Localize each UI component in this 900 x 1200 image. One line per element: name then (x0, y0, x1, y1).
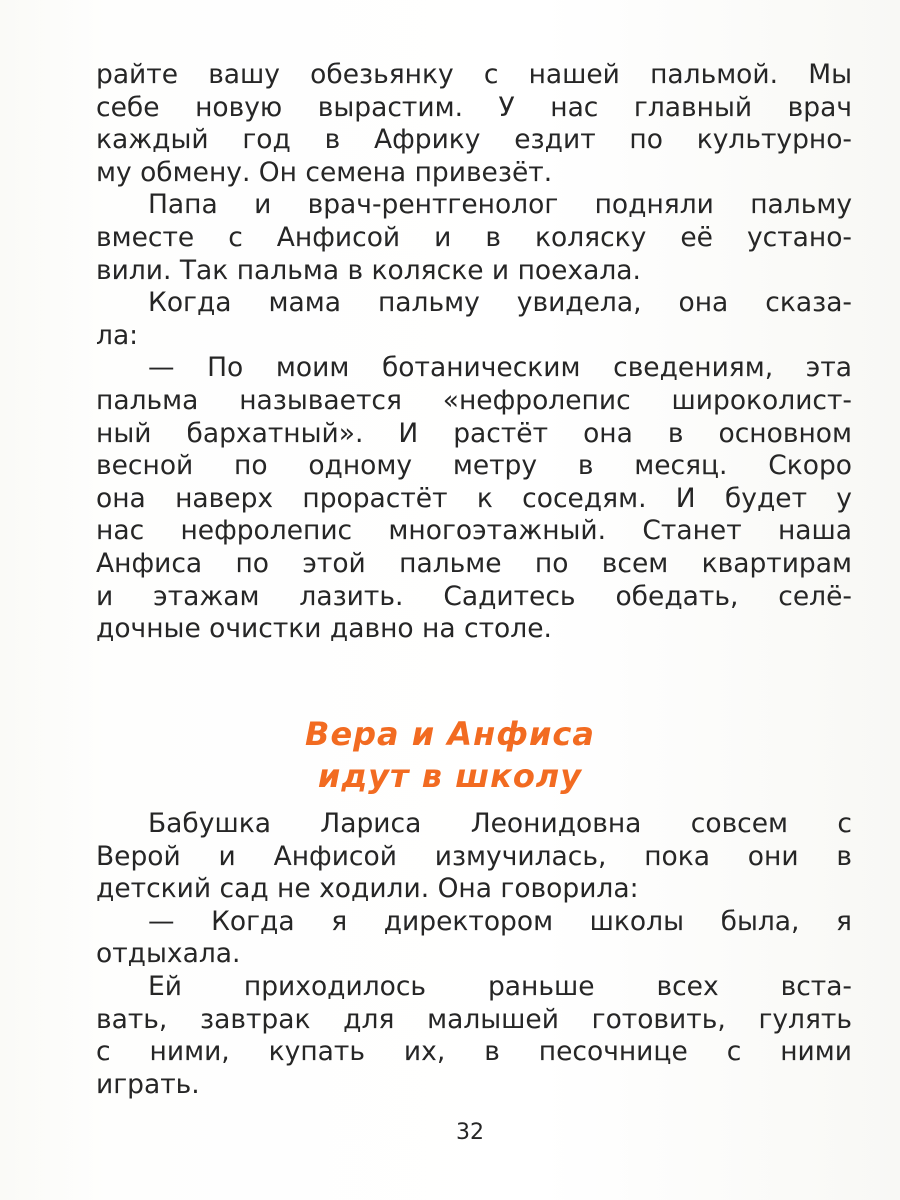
text-line: себе новую вырастим. У нас главный врач (96, 91, 852, 123)
text-line: Бабушка Лариса Леонидовна совсем с (148, 808, 852, 839)
text-line: Папа и врач-рентгенолог подняли пальму (148, 189, 852, 221)
text-line: детский сад не ходили. Она говорила: (96, 873, 639, 905)
text-line: ный бархатный». И растёт она в основном (96, 417, 852, 449)
text-line: нас нефролепис многоэтажный. Станет наша (96, 515, 852, 547)
text-line: и этажам лазить. Садитесь обедать, селё- (96, 580, 852, 612)
text-line: с ними, купать их, в песочнице с ними (96, 1036, 852, 1068)
text-line: каждый год в Африку ездит по культурно- (96, 124, 852, 156)
text-line: весной по одному метру в месяц. Скоро (96, 450, 852, 482)
text-line: играть. (96, 1068, 200, 1100)
text-line: она наверх прорастёт к соседям. И будет у (96, 482, 852, 514)
text-line: отдыхала. (96, 938, 241, 970)
text-line: райте вашу обезьянку с нашей пальмой. Мы (96, 59, 852, 90)
text-block-top (96, 59, 852, 646)
text-line: му обмену. Он семена привезёт. (96, 156, 553, 188)
chapter-title-line-2: идут в школу (317, 757, 583, 795)
text-line: Ей приходилось раньше всех вста- (148, 970, 852, 1002)
text-block-bottom (96, 808, 852, 1101)
text-line: вместе с Анфисой и в коляску её устано- (96, 221, 852, 253)
text-line: Анфиса по этой пальме по всем квартирам (96, 547, 852, 579)
text-line: Когда мама пальму увидела, она сказа- (148, 287, 852, 319)
text-line: ла: (96, 319, 139, 351)
text-line: дочные очистки давно на столе. (96, 613, 552, 645)
text-line: пальма называется «нефролепис широколист- (96, 384, 852, 416)
chapter-title-line-1: Вера и Анфиса (305, 715, 595, 753)
page-number: 32 (456, 1120, 484, 1145)
text-line: вили. Так пальма в коляске и поехала. (96, 254, 641, 286)
text-line: — По моим ботаническим сведениям, эта (148, 352, 852, 384)
text-line: Верой и Анфисой измучилась, пока они в (96, 840, 852, 872)
text-line: — Когда я директором школы была, я (148, 905, 852, 937)
text-line: вать, завтрак для малышей готовить, гулять (96, 1003, 852, 1035)
